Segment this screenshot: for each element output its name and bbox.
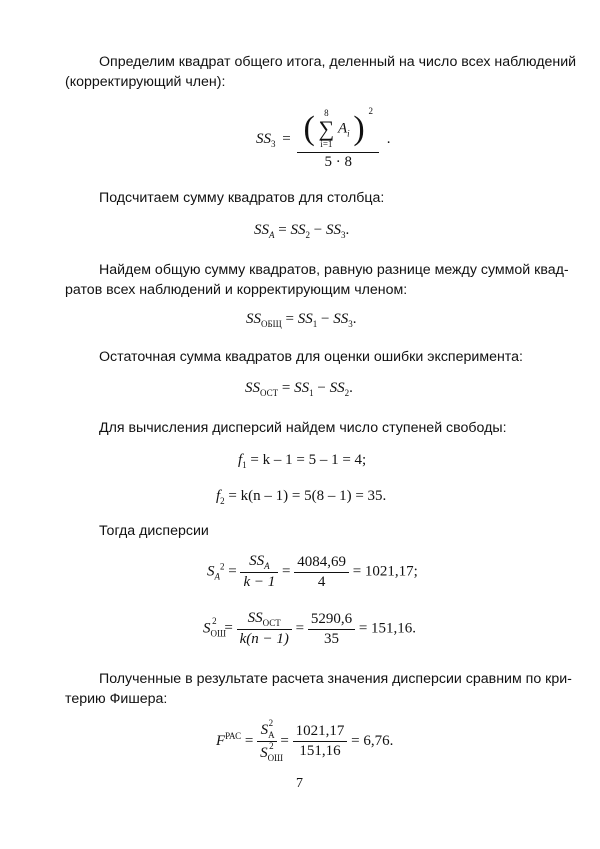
formula-ssa: $SS_A = SS_2 - SS_3$. [254,222,350,240]
formula-variance-a: $S_A^2$ = $\frac{SS_A}{k - 1}$ = $\frac{4084,69}{4}$ = 1021,17; [207,553,418,590]
formula-ss-total: $SS_{ОБЩ} = SS_1 - SS_3$. [246,311,357,329]
paragraph-1-line-2: (корректирующий член): [65,74,226,90]
paragraph-3-line-2: ратов всех наблюдений и корректирующим членом: [65,282,408,298]
paragraph-7-line-1: Полученные в результате расчета значения дисперсии сравним по кри- [99,671,572,687]
paragraph-2: Подсчитаем сумму квадратов для столбца: [99,190,385,206]
formula-ss-residual: $SS_{ОСТ} = SS_1 - SS_2$. [245,380,353,398]
page-number: 7 [296,776,303,791]
paragraph-5: Для вычисления дисперсий найдем число ступеней свободы: [99,420,507,436]
paragraph-3-line-1: Найдем общую сумму квадратов, равную разнице между суммой квад- [99,262,569,278]
formula-ss3: $SS_3$ = ( 8 ∑ i=1 $A_i$ ) $^2$ 5 · 8 . [256,106,391,170]
formula-f1: $f_1 = k - 1 = 5 - 1 = 4$; [238,452,367,470]
paragraph-1-line-1: Определим квадрат общего итога, деленный на число всех наблюдений [99,54,577,70]
formula-variance-error: $S_{ОШ}^2$ = $\frac{SS_{ОСТ}}{k(n - 1)}$ = $\frac{5290,6}{35}$ = 151,16. [203,610,417,647]
paragraph-4: Остаточная сумма квадратов для оценки ошибки эксперимента: [99,349,523,365]
formula-f2: $f_2 = k(n - 1) = 5(8 - 1) = 35$. [216,488,387,506]
paragraph-7-line-2: терию Фишера: [65,691,168,707]
paragraph-6: Тогда дисперсии [99,523,209,539]
formula-fisher: $F^{РАС}$ = $\frac{S_A^2}{S_{ОШ}^2}$ = $\frac{1021,17}{151,16}$ = 6,76. [216,718,394,763]
